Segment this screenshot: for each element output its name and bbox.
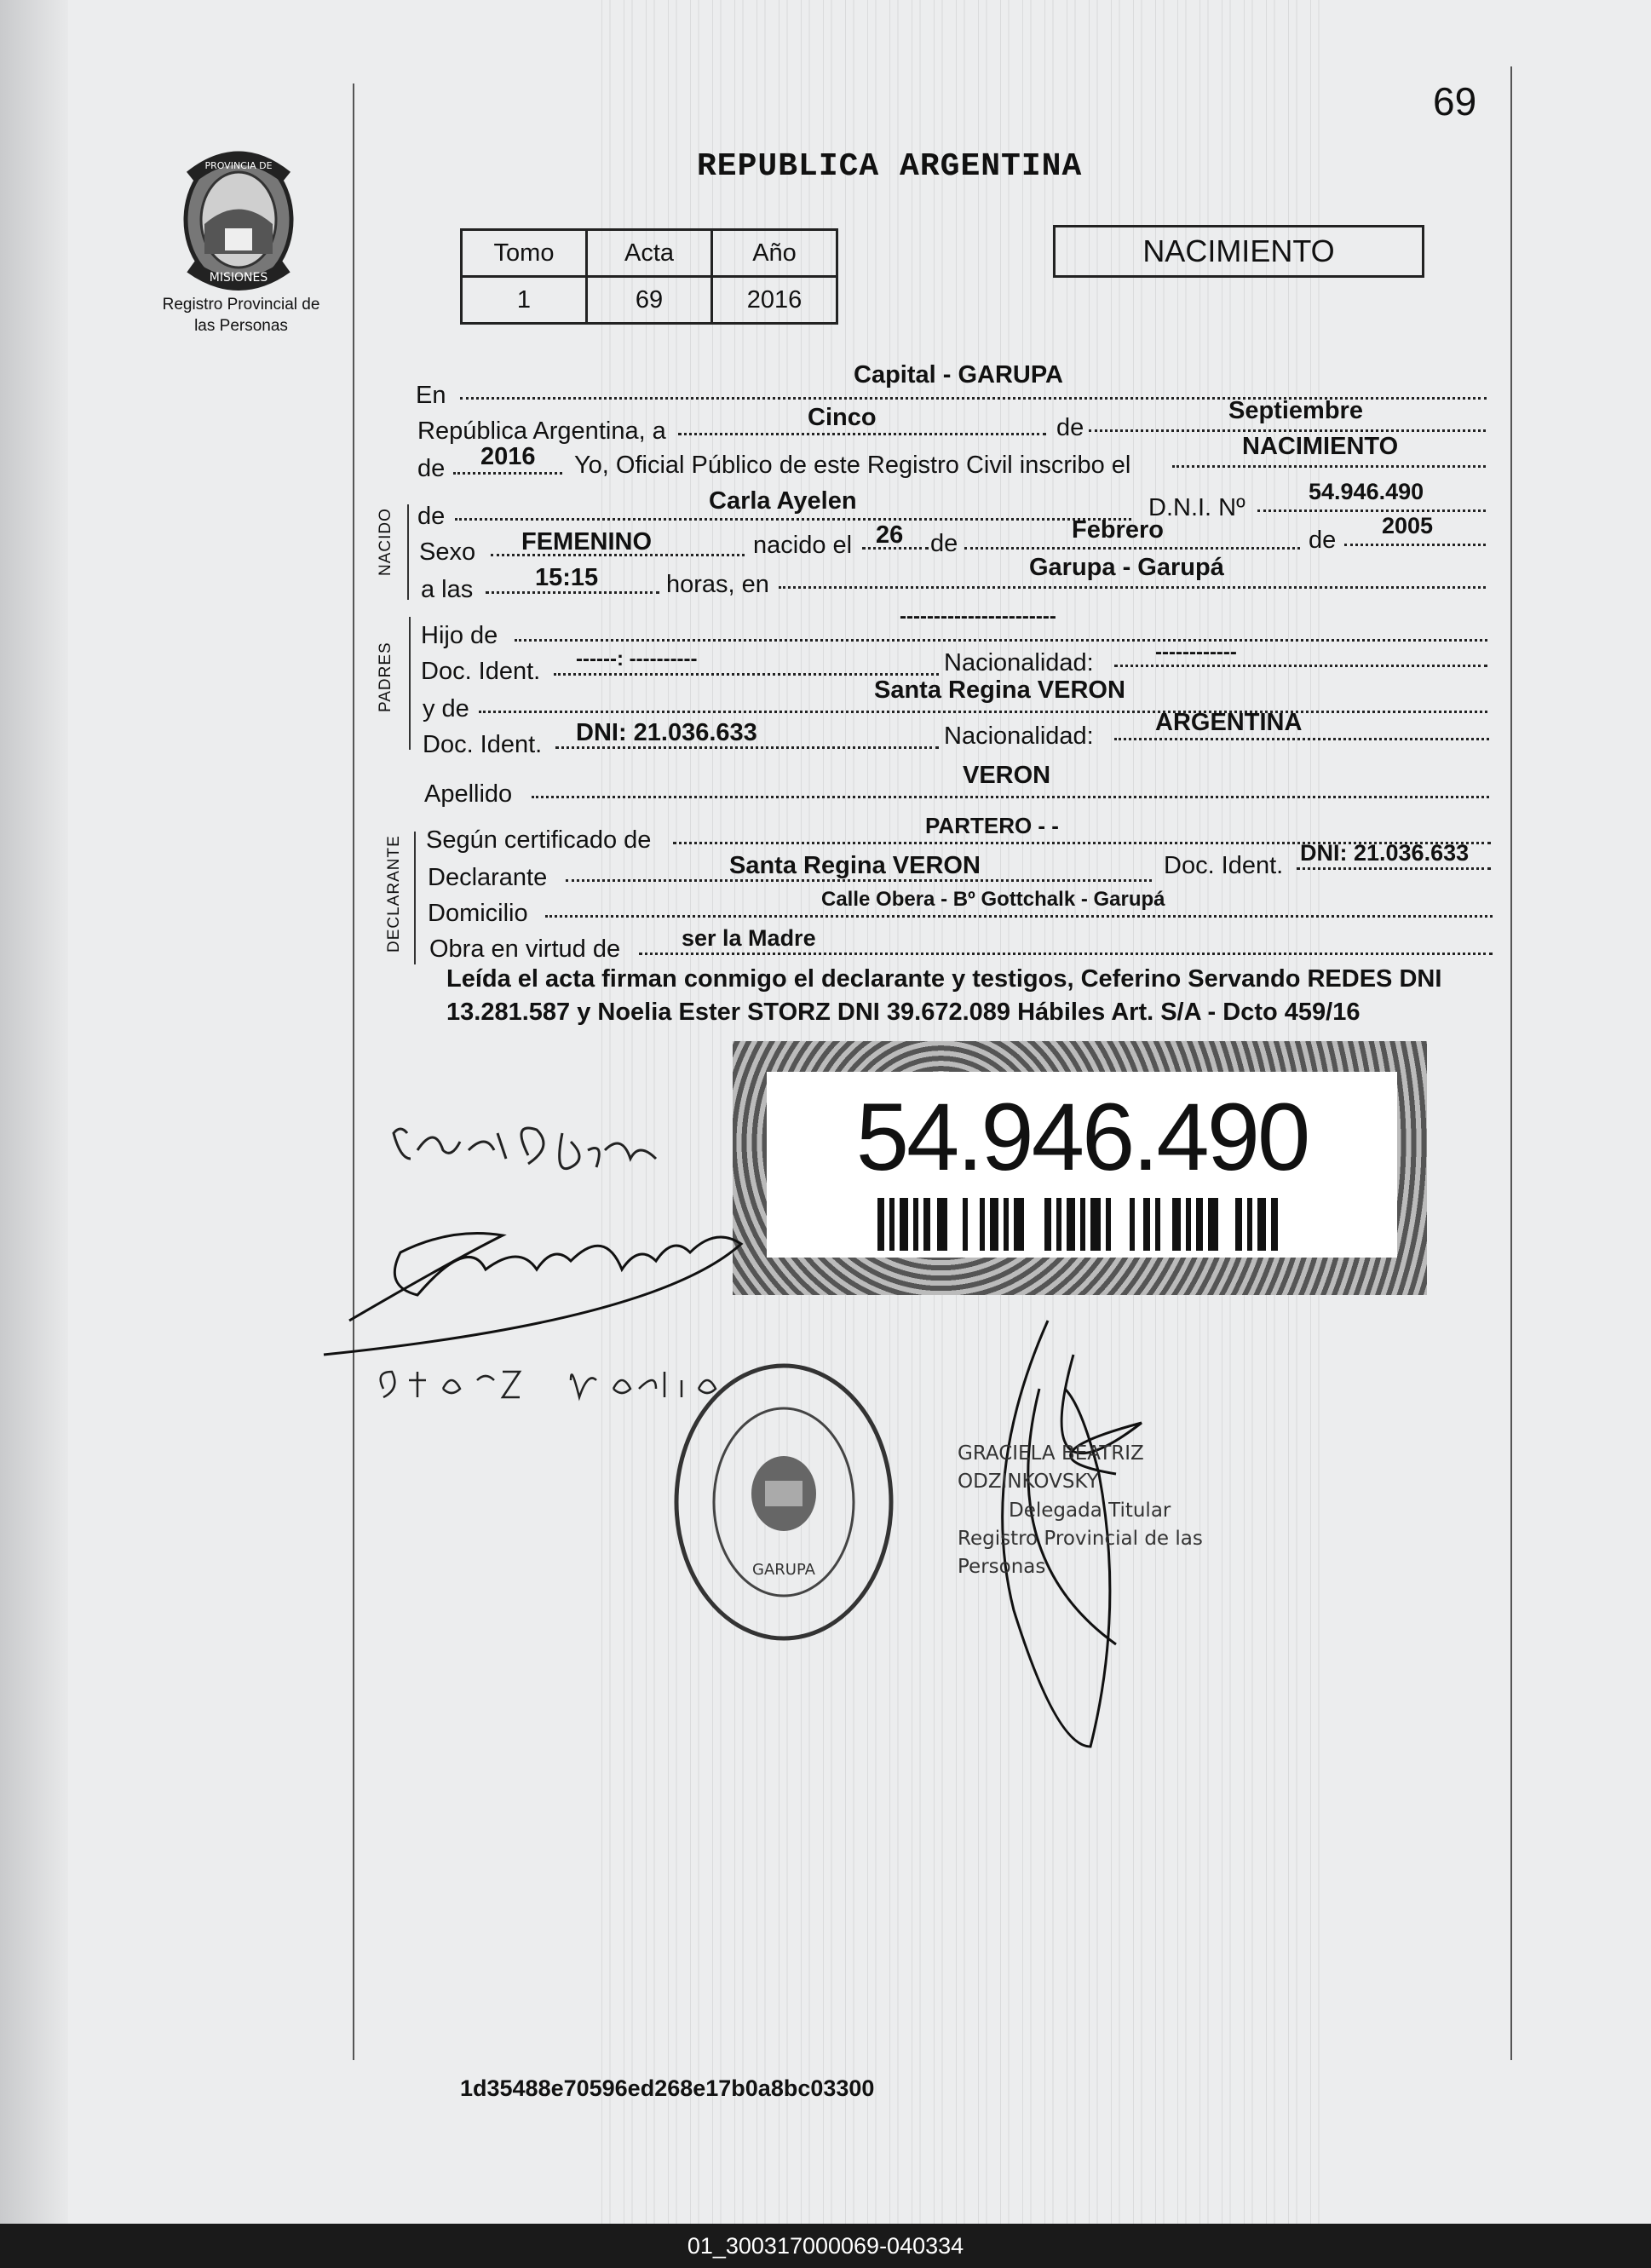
label-doc-ident-padre: Doc. Ident. bbox=[421, 658, 541, 685]
value-dni-nacido: 54.946.490 bbox=[1309, 479, 1424, 504]
section-declarante: DECLARANTE bbox=[385, 835, 403, 953]
label-y-de: y de bbox=[423, 695, 469, 722]
page-number: 69 bbox=[1433, 79, 1477, 124]
label-domicilio: Domicilio bbox=[428, 900, 528, 927]
bracket-padres bbox=[409, 617, 411, 750]
registry-seal-stamp bbox=[673, 1361, 895, 1643]
dots-nombre bbox=[455, 518, 1131, 521]
dots-padre bbox=[515, 639, 1487, 642]
footer-id: 01_300317000069-040334 bbox=[687, 2232, 964, 2259]
section-padres: PADRES bbox=[377, 642, 394, 712]
dots-lugar-nac bbox=[779, 586, 1486, 589]
official-stamp bbox=[958, 1440, 1247, 1582]
dots-mes-nac bbox=[964, 547, 1300, 550]
dots-tipo bbox=[1172, 465, 1486, 468]
dots-domicilio bbox=[545, 915, 1493, 918]
value-madre: Santa Regina VERON bbox=[874, 676, 1125, 704]
label-apellido: Apellido bbox=[424, 780, 513, 808]
value-mes-registro: Septiembre bbox=[1228, 397, 1363, 424]
value-anio-registro: 2016 bbox=[480, 443, 536, 470]
value-tipo-inscripcion: NACIMIENTO bbox=[1242, 433, 1399, 460]
value-apellido: VERON bbox=[963, 762, 1051, 789]
value-madre-doc: DNI: 21.036.633 bbox=[576, 719, 757, 746]
value-declarante: Santa Regina VERON bbox=[729, 852, 981, 879]
misiones-coat-of-arms-logo bbox=[170, 143, 307, 296]
label-republica: República Argentina, a bbox=[417, 417, 666, 445]
anio-value: 2016 bbox=[712, 277, 837, 324]
register-table bbox=[460, 228, 838, 325]
footer-id-bar bbox=[0, 2224, 1651, 2268]
label-nacionalidad-padre: Nacionalidad: bbox=[944, 649, 1094, 676]
value-mes-nac: Febrero bbox=[1072, 516, 1164, 544]
value-declarante-doc: DNI: 21.036.633 bbox=[1300, 840, 1470, 866]
label-de-mes-nac: de bbox=[930, 530, 958, 557]
dots-padre-doc bbox=[554, 673, 939, 676]
label-doc-ident-declarante: Doc. Ident. bbox=[1164, 852, 1284, 879]
label-nacionalidad-madre: Nacionalidad: bbox=[944, 722, 1094, 750]
label-yo-oficial: Yo, Oficial Público de este Registro Civil inscribo el bbox=[574, 452, 1131, 479]
acta-header: Acta bbox=[587, 230, 712, 277]
anio-header: Año bbox=[712, 230, 837, 277]
svg-text:PROVINCIA DE: PROVINCIA DE bbox=[204, 160, 273, 171]
dots-obra-virtud bbox=[639, 953, 1493, 955]
value-nombre: Carla Ayelen bbox=[709, 487, 857, 515]
value-madre-nac: ARGENTINA bbox=[1155, 709, 1303, 736]
closing-text: Leída el acta firman conmigo el declarante y testigos, Ceferino Servando REDES DNI 13.281.587 y Noelia Ester STORZ DNI 39.672.089 Hábiles Art. S/A - Dcto 459/16 bbox=[446, 965, 1442, 1027]
dots-mes bbox=[1089, 429, 1486, 432]
dots-anio-nac bbox=[1344, 544, 1486, 546]
value-lugar-nac: Garupa - Garupá bbox=[1029, 554, 1224, 581]
label-de-mes: de bbox=[1056, 414, 1084, 441]
label-declarante: Declarante bbox=[428, 864, 548, 891]
acta-value: 69 bbox=[587, 277, 712, 324]
barcode bbox=[877, 1198, 1286, 1251]
dots-dia bbox=[678, 433, 1046, 435]
official-name: GRACIELA BEATRIZ ODZINKOVSKY bbox=[958, 1442, 1144, 1494]
sticker-label bbox=[767, 1072, 1397, 1258]
label-de-anio-nac: de bbox=[1309, 527, 1337, 554]
value-padre-nac: ------------ bbox=[1155, 641, 1237, 664]
dots-declarante-doc bbox=[1297, 867, 1491, 870]
value-lugar: Capital - GARUPA bbox=[854, 361, 1063, 389]
dots-padre-nac bbox=[1114, 665, 1487, 667]
svg-text:GARUPA: GARUPA bbox=[752, 1561, 815, 1579]
value-hora: 15:15 bbox=[535, 564, 599, 591]
value-dia-registro: Cinco bbox=[808, 404, 877, 431]
label-obra-en-virtud: Obra en virtud de bbox=[429, 935, 621, 963]
document-hash: 1d35488e70596ed268e17b0a8bc03300 bbox=[460, 2075, 875, 2101]
value-obra-virtud: ser la Madre bbox=[682, 925, 816, 951]
label-en: En bbox=[416, 382, 446, 409]
sticker-number: 54.946.490 bbox=[855, 1084, 1309, 1190]
right-margin-line bbox=[1510, 66, 1512, 2060]
bracket-declarante bbox=[414, 832, 416, 964]
label-segun-certificado: Según certificado de bbox=[426, 826, 652, 854]
value-dia-nac: 26 bbox=[876, 521, 904, 549]
dots-madre bbox=[479, 711, 1487, 713]
label-horas-en: horas, en bbox=[666, 571, 769, 598]
label-sexo: Sexo bbox=[419, 538, 476, 566]
tomo-value: 1 bbox=[462, 277, 587, 324]
label-dni: D.N.I. Nº bbox=[1148, 494, 1245, 521]
official-office: Registro Provincial de las Personas bbox=[958, 1528, 1203, 1579]
label-nacido-el: nacido el bbox=[753, 532, 853, 559]
section-nacido: NACIDO bbox=[377, 508, 394, 576]
value-certificado: PARTERO - - bbox=[925, 813, 1059, 838]
tomo-header: Tomo bbox=[462, 230, 587, 277]
value-anio-nac: 2005 bbox=[1382, 513, 1434, 538]
bracket-nacido bbox=[407, 504, 409, 600]
label-de-anio: de bbox=[417, 455, 446, 482]
dni-sticker bbox=[733, 1041, 1427, 1295]
label-hijo-de: Hijo de bbox=[421, 622, 498, 649]
dots-apellido bbox=[532, 796, 1489, 798]
label-a-las: a las bbox=[421, 576, 474, 603]
value-domicilio: Calle Obera - Bº Gottchalk - Garupá bbox=[821, 888, 1165, 911]
value-padre: ----------------------- bbox=[900, 605, 1056, 628]
dots-madre-nac bbox=[1114, 738, 1489, 740]
country-title: REPUBLICA ARGENTINA bbox=[697, 148, 1083, 185]
registry-label: Registro Provincial de las Personas bbox=[162, 296, 320, 335]
svg-text:MISIONES: MISIONES bbox=[209, 271, 268, 285]
value-padre-doc: ------: ---------- bbox=[576, 648, 698, 671]
act-type-box: NACIMIENTO bbox=[1053, 225, 1424, 278]
dots-dni bbox=[1257, 509, 1486, 512]
value-sexo: FEMENINO bbox=[521, 528, 653, 555]
label-doc-ident-madre: Doc. Ident. bbox=[423, 731, 543, 758]
label-de-nombre: de bbox=[417, 503, 446, 530]
left-margin-line bbox=[353, 83, 354, 2060]
dots-anio bbox=[453, 472, 562, 475]
official-role: Delegada Titular bbox=[1009, 1499, 1171, 1522]
